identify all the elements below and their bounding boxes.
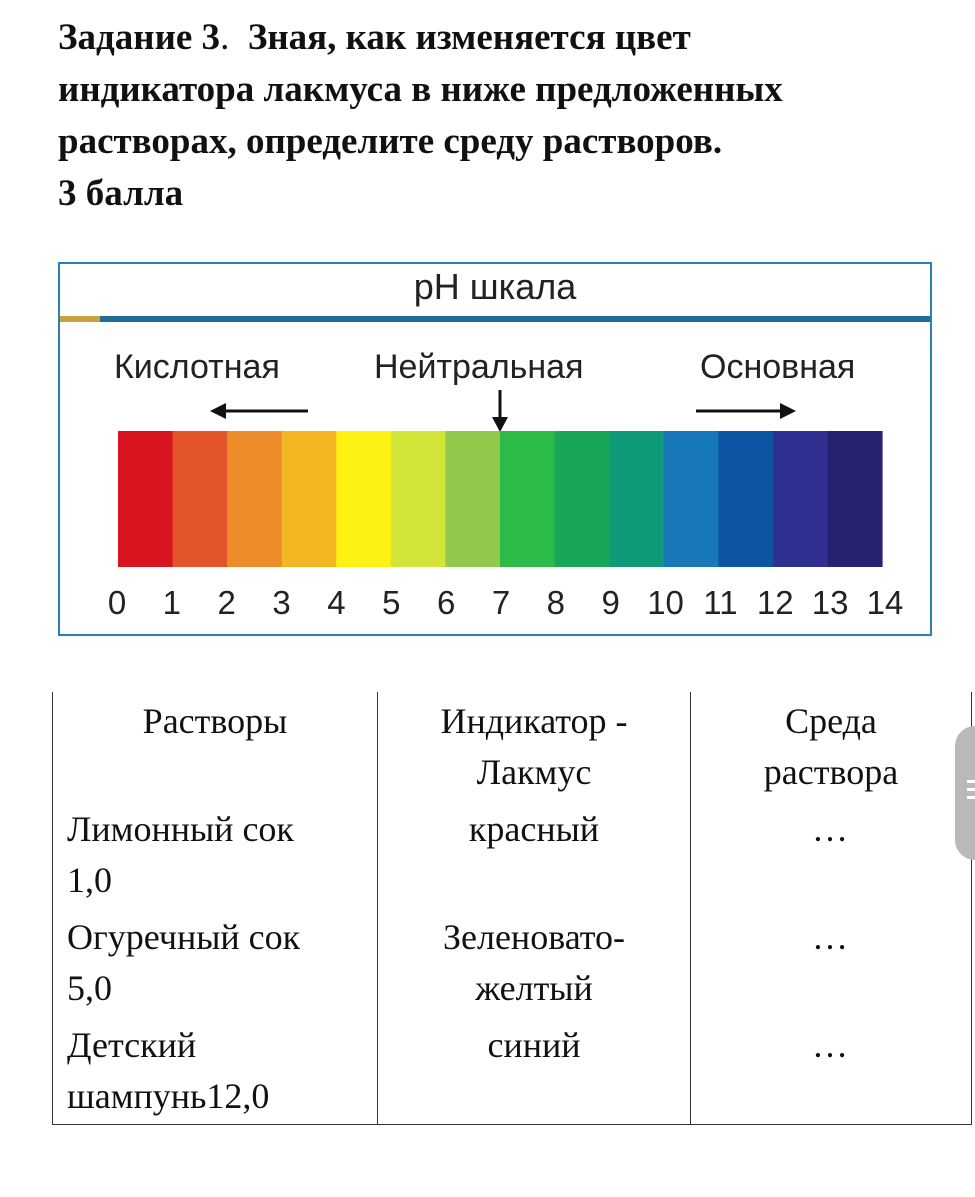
task-line-2: индикатора лакмуса в ниже предложенных	[58, 69, 783, 110]
ph-scale-graphic	[60, 264, 930, 634]
ph-tick-label: 5	[382, 584, 401, 621]
ph-tick-label: 2	[217, 584, 236, 621]
solution-cell	[53, 1016, 378, 1125]
table-row	[53, 1016, 972, 1125]
task-line-1	[58, 12, 938, 64]
ph-scale-title: pH шкала	[413, 266, 577, 307]
ph-tick-label: 11	[703, 584, 738, 621]
solution-text: Детский шампунь12,0	[67, 1025, 270, 1116]
solutions-table	[52, 692, 972, 1125]
task-points: 3 балла	[58, 173, 184, 214]
indicator-text: красный	[468, 809, 600, 849]
grip-line-icon	[967, 780, 975, 783]
ph-scale-figure	[58, 262, 932, 636]
ph-segment	[718, 431, 773, 567]
ph-segment	[282, 431, 337, 567]
task-line-3: растворах, определите среду растворов.	[58, 121, 723, 162]
neutral-label: Нейтральная	[374, 348, 584, 386]
header-medium-text: Среда раствора	[763, 701, 899, 792]
ph-tick-label: 6	[436, 584, 456, 621]
ph-segment	[173, 431, 228, 567]
ph-tick-label: 9	[601, 584, 620, 621]
grip-line-icon	[967, 788, 975, 791]
ph-segment	[664, 431, 719, 567]
ph-tick-label: 0	[107, 584, 127, 621]
indicator-text: Зеленовато- желтый	[442, 917, 626, 1008]
medium-cell	[691, 800, 972, 908]
medium-cell	[691, 1016, 972, 1125]
solution-text: Лимонный сок 1,0	[67, 809, 294, 900]
ph-tick-label: 4	[327, 584, 346, 621]
scroll-handle[interactable]	[955, 726, 975, 860]
header-indicator	[378, 692, 691, 800]
ph-tick-label: 8	[546, 584, 566, 621]
task-text	[58, 12, 938, 220]
ph-tick-labels	[108, 584, 904, 621]
ph-segment	[827, 431, 882, 567]
ph-segment	[500, 431, 555, 567]
ph-segment	[118, 431, 173, 567]
down-arrow-icon	[492, 390, 508, 432]
task-line-1-rest: Зная, как изменяется цвет	[229, 17, 691, 58]
grip-line-icon	[967, 796, 975, 799]
ph-color-bar	[118, 431, 883, 567]
ph-segment	[391, 431, 446, 567]
right-arrow-icon	[696, 403, 796, 419]
ph-segment	[773, 431, 828, 567]
task-label: Задание 3	[58, 17, 221, 58]
ph-segment	[336, 431, 391, 567]
medium-text: …	[812, 1025, 850, 1065]
header-solutions	[53, 692, 378, 800]
header-indicator-text: Индикатор - Лакмус	[440, 701, 628, 792]
header-medium	[691, 692, 972, 800]
ph-segment	[227, 431, 282, 567]
table-header-row	[53, 692, 972, 800]
ph-tick-label: 12	[756, 584, 794, 621]
indicator-text: синий	[487, 1025, 581, 1065]
left-arrow-icon	[210, 403, 308, 419]
medium-cell	[691, 908, 972, 1016]
medium-text: …	[812, 917, 850, 957]
ph-segment	[609, 431, 664, 567]
ph-segment	[555, 431, 610, 567]
ph-tick-label: 10	[647, 584, 684, 621]
solution-cell	[53, 908, 378, 1016]
ph-segment	[445, 431, 500, 567]
ph-tick-label: 13	[811, 584, 849, 621]
ph-tick-label: 1	[162, 584, 182, 621]
ph-tick-label: 3	[272, 584, 291, 621]
acidic-label: Кислотная	[114, 348, 280, 386]
table-row	[53, 800, 972, 908]
task-label-dot: .	[220, 17, 230, 58]
table-row	[53, 908, 972, 1016]
indicator-cell	[378, 1016, 691, 1125]
ph-tick-label: 7	[491, 584, 511, 621]
medium-text: …	[812, 809, 850, 849]
solution-text: Огуречный сок 5,0	[67, 917, 301, 1008]
ph-tick-label: 14	[866, 584, 904, 621]
indicator-cell	[378, 800, 691, 908]
basic-label: Основная	[700, 348, 856, 386]
solution-cell	[53, 800, 378, 908]
indicator-cell	[378, 908, 691, 1016]
header-solutions-text: Растворы	[142, 701, 288, 741]
